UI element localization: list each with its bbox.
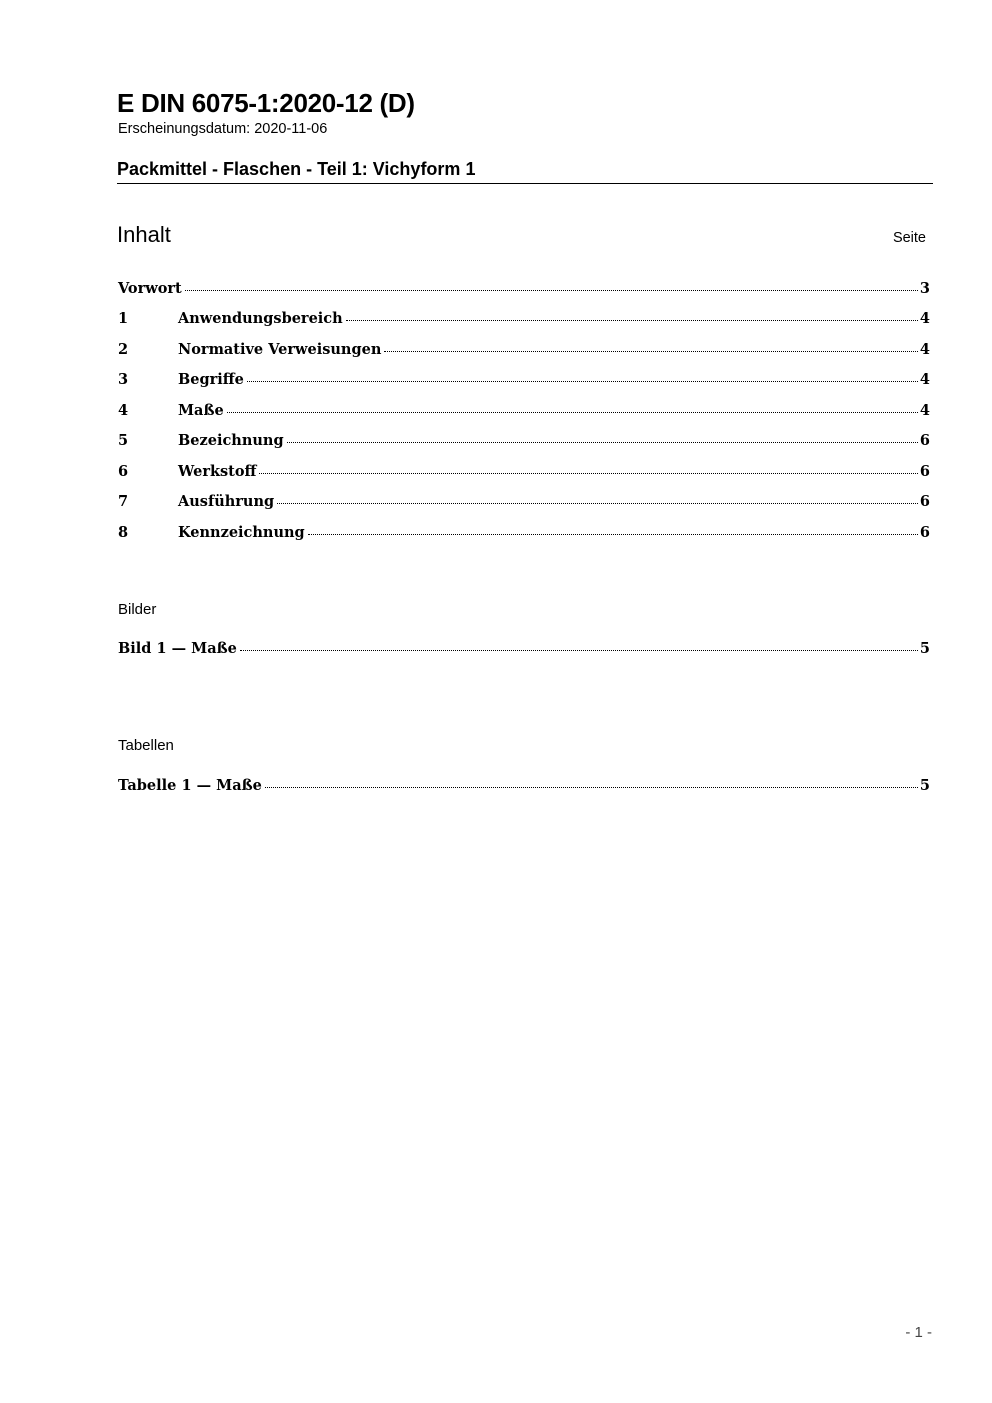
toc-entry-number: 1	[118, 310, 129, 327]
toc-entry-title: Ausführung	[178, 493, 275, 510]
toc-entry-title: Vorwort	[118, 280, 182, 297]
toc-entry-begriffe[interactable]	[118, 371, 930, 391]
toc-entry-title: Kennzeichnung	[178, 524, 305, 541]
toc-entry-werkstoff[interactable]	[118, 463, 930, 483]
dot-leader	[227, 411, 918, 413]
figure-entry-title: Bild 1 — Maße	[118, 640, 237, 657]
toc-entry-normative-verweisungen[interactable]	[118, 341, 930, 361]
page-number: - 1 -	[905, 1324, 932, 1341]
table-entry-tabelle-1[interactable]	[118, 777, 930, 797]
toc-page-column-label: Seite	[892, 230, 926, 246]
toc-entry-page: 6	[919, 432, 930, 449]
toc-entry-page: 6	[919, 524, 930, 541]
toc-entry-number: 5	[118, 432, 129, 449]
toc-entry-number: 8	[118, 524, 129, 541]
figures-heading: Bilder	[118, 601, 157, 618]
table-entry-page: 5	[919, 777, 930, 794]
tables-heading: Tabellen	[118, 737, 174, 754]
dot-leader	[259, 472, 917, 474]
toc-entry-masse[interactable]	[118, 402, 930, 422]
toc-entry-title: Anwendungsbereich	[178, 310, 343, 327]
toc-entry-page: 4	[919, 341, 930, 358]
dot-leader	[287, 441, 918, 443]
toc-entry-number: 3	[118, 371, 129, 388]
dot-leader	[277, 502, 918, 504]
document-id: E DIN 6075-1:2020-12 (D)	[117, 88, 415, 118]
dot-leader	[185, 289, 918, 291]
toc-entry-title: Bezeichnung	[178, 432, 284, 449]
toc-entry-page: 4	[919, 310, 930, 327]
publication-date: Erscheinungsdatum: 2020-11-06	[118, 121, 328, 137]
dot-leader	[384, 350, 918, 352]
table-entry-title: Tabelle 1 — Maße	[118, 777, 262, 794]
toc-entry-anwendungsbereich[interactable]	[118, 310, 930, 330]
toc-entry-number: 2	[118, 341, 129, 358]
toc-entry-vorwort[interactable]	[118, 280, 930, 300]
dot-leader	[247, 380, 918, 382]
toc-entry-page: 6	[919, 493, 930, 510]
dot-leader	[265, 786, 918, 788]
toc-entry-page: 4	[919, 371, 930, 388]
document-subject: Packmittel - Flaschen - Teil 1: Vichyform 1	[117, 159, 933, 184]
toc-entry-number: 4	[118, 402, 129, 419]
figure-entry-bild-1[interactable]	[118, 640, 930, 660]
toc-entry-bezeichnung[interactable]	[118, 432, 930, 452]
toc-entry-number: 6	[118, 463, 129, 480]
toc-entry-number: 7	[118, 493, 129, 510]
dot-leader	[240, 649, 918, 651]
dot-leader	[308, 533, 918, 535]
toc-heading: Inhalt	[117, 222, 171, 247]
dot-leader	[346, 319, 918, 321]
toc-entry-title: Werkstoff	[178, 463, 257, 480]
toc-entry-page: 3	[919, 280, 930, 297]
toc-entry-title: Begriffe	[178, 371, 244, 388]
toc-entry-ausfuehrung[interactable]	[118, 493, 930, 513]
toc-entry-page: 4	[919, 402, 930, 419]
toc-entry-title: Maße	[178, 402, 224, 419]
toc-entry-page: 6	[919, 463, 930, 480]
toc-entry-title: Normative Verweisungen	[178, 341, 382, 358]
toc-entry-kennzeichnung[interactable]	[118, 524, 930, 544]
figure-entry-page: 5	[919, 640, 930, 657]
